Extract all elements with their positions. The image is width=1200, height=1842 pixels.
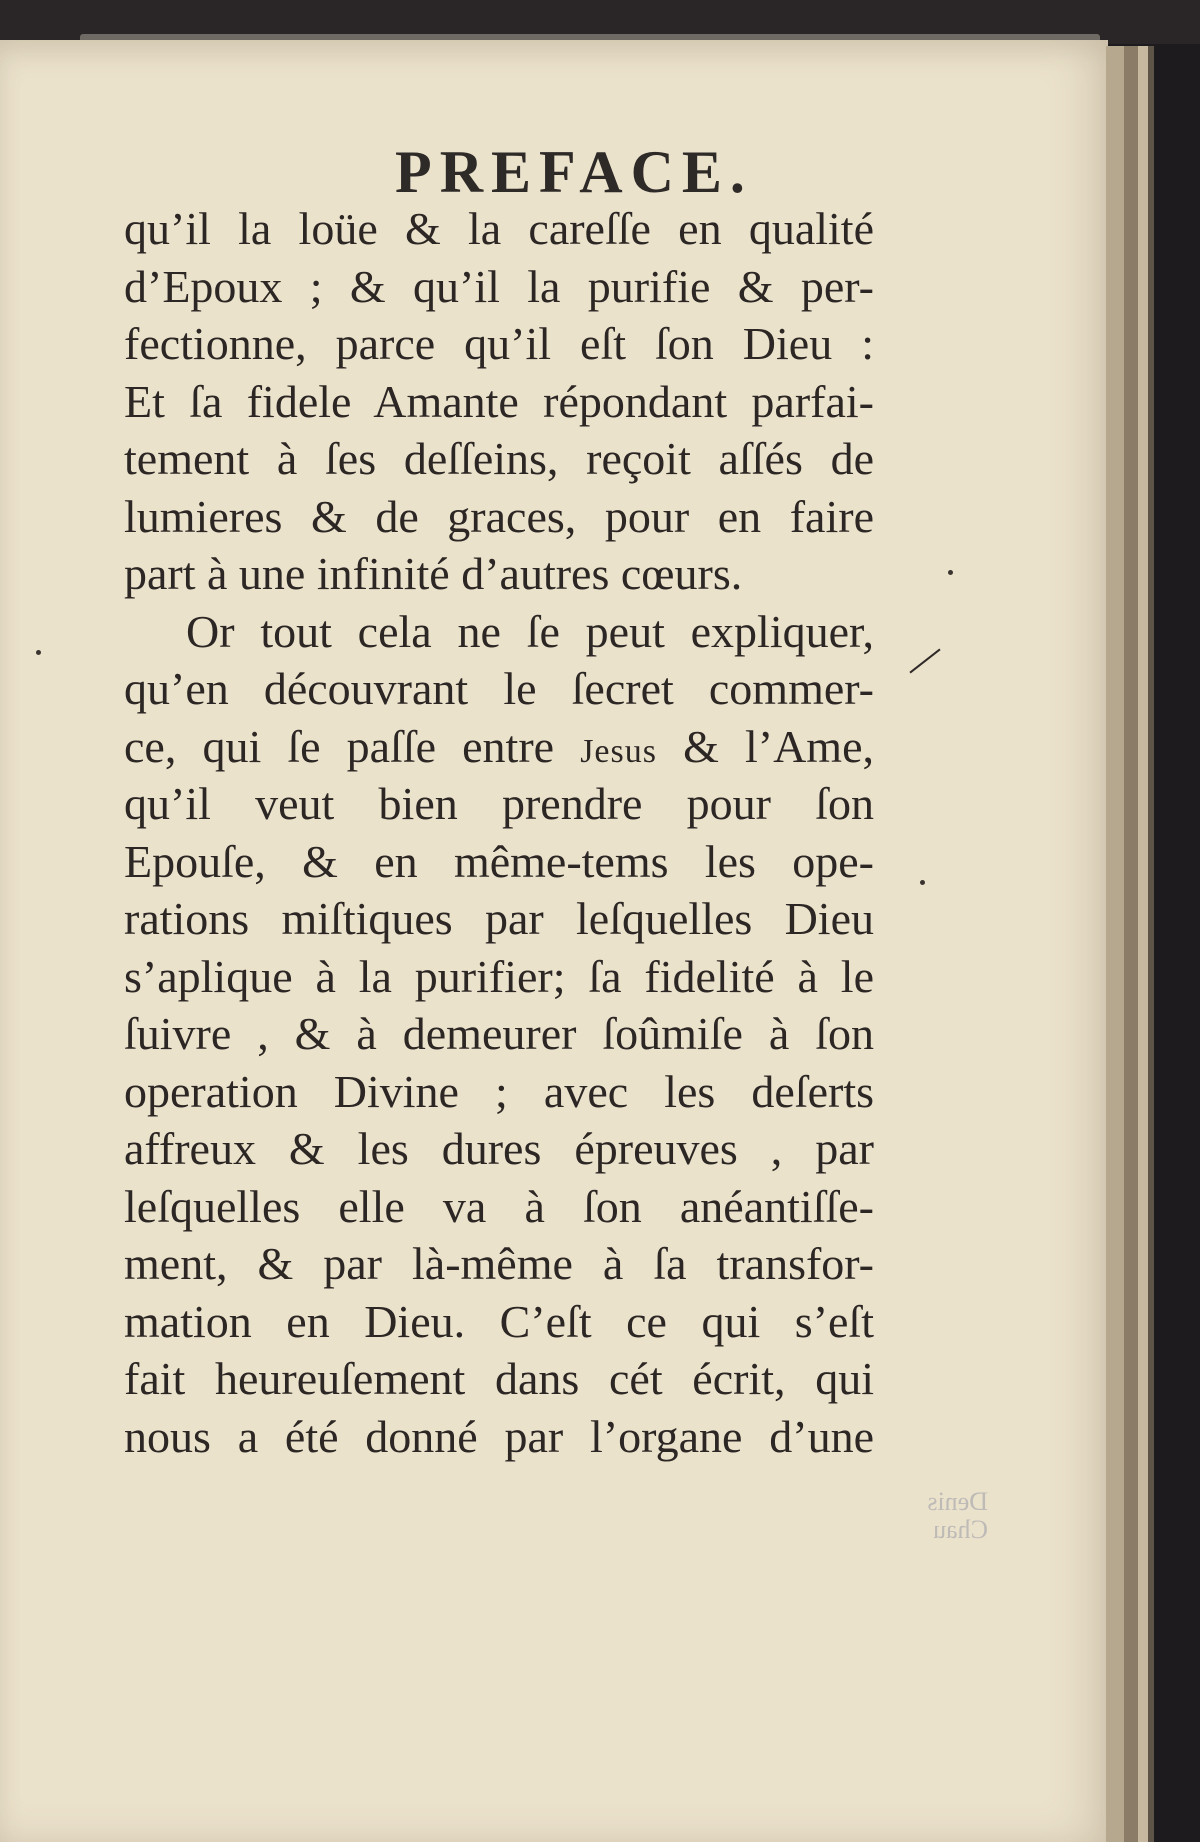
text-line: fectionne, parce qu’il eſt ſon Dieu : bbox=[124, 318, 874, 369]
text-line: qu’il la loüe & la careſſe en qualité bbox=[124, 203, 874, 254]
small-caps-name: Jesus bbox=[580, 732, 657, 770]
text-line: qu’en découvrant le ſecret commer- bbox=[124, 663, 874, 714]
text-line: Et ſa fidele Amante répondant parfai- bbox=[124, 375, 874, 427]
body-text bbox=[124, 200, 874, 1465]
text-line: rations miſtiques par leſquelles Dieu bbox=[124, 893, 874, 944]
text-line: fait heureuſement dans cét écrit, qui bbox=[124, 1353, 874, 1404]
text-line: mation en Dieu. C’eſt ce qui s’eſt bbox=[124, 1295, 874, 1347]
text-line: ſuivre , & à demeurer ſoûmiſe à ſon bbox=[124, 1008, 874, 1059]
page-edge-strip bbox=[1124, 46, 1138, 1842]
page-heading: PREFACE. bbox=[395, 139, 753, 205]
text-line: lumieres & de graces, pour en faire bbox=[124, 490, 874, 542]
text-line: Epouſe, & en même-tems les ope- bbox=[124, 835, 874, 887]
text-line: ment, & par là-même à ſa transfor- bbox=[124, 1238, 874, 1289]
text-fragment: & l’Ame, bbox=[656, 720, 874, 772]
book-cover-edge bbox=[1148, 46, 1154, 1842]
text-line: nous a été donné par l’organe d’une bbox=[124, 1410, 874, 1462]
text-line: affreux & les dures épreuves , par bbox=[124, 1123, 874, 1174]
page-edge-strip bbox=[1138, 46, 1148, 1842]
text-line: operation Divine ; avec les deſerts bbox=[124, 1065, 874, 1117]
text-line: leſquelles elle va à ſon anéantiſſe- bbox=[124, 1180, 874, 1232]
show-through-stamp: Denis Chau bbox=[927, 1487, 988, 1544]
text-line bbox=[124, 718, 874, 776]
text-line: qu’il veut bien prendre pour ſon bbox=[124, 778, 874, 829]
ink-spot bbox=[36, 650, 41, 655]
paragraph-first-line: Or tout cela ne ſe peut expliquer, bbox=[186, 605, 874, 657]
text-line: tement à ſes deſſeins, reçoit aſſés de bbox=[124, 433, 874, 484]
text-fragment: ce, qui ſe paſſe entre bbox=[124, 720, 555, 772]
ink-spot bbox=[920, 880, 925, 885]
text-line: d’Epoux ; & qu’il la purifie & per- bbox=[124, 260, 874, 312]
ink-spot bbox=[948, 570, 953, 575]
page-edge-strip bbox=[1106, 46, 1124, 1842]
text-line: s’aplique à la purifier; ſa fidelité à le bbox=[124, 950, 874, 1002]
text-line: part à une infinité d’autres cœurs. bbox=[124, 548, 743, 599]
